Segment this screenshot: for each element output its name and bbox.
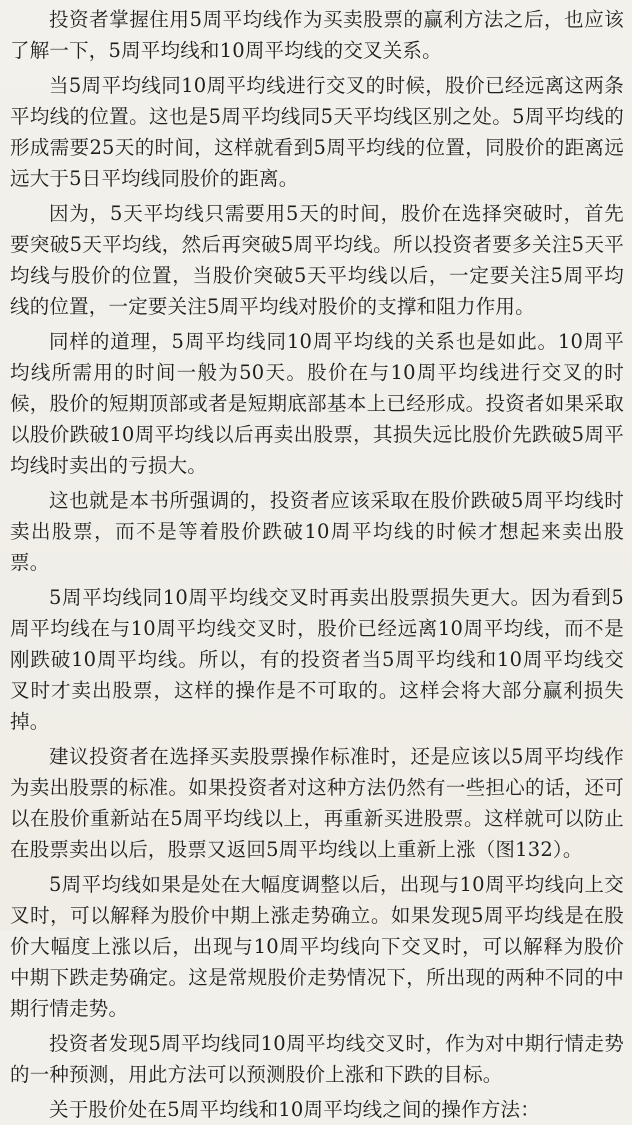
paragraph-10: 关于股价处在5周平均线和10周平均线之间的操作方法：: [49, 1098, 540, 1121]
paragraph-8: 5周平均线如果是处在大幅度调整以后，出现与10周平均线向上交叉时，可以解释为股价中期上涨走势确立。如果发现5周平均线是在股价大幅度上涨以后，出现与10周平均线向下交叉时，可以解释为股价中期下跌走势确定。这是常规股价走势情况下，所出现的两种不同的中期行情走势。: [10, 873, 624, 1020]
paragraph-4: 同样的道理，5周平均线同10周平均线的关系也是如此。10周平均线所需用的时间一般为50天。股价在与10周平均线进行交叉的时候，股价的短期顶部或者是短期底部基本上已经形成。投资者如果采取以股价跌破10周平均线以后再卖出股票，其损失远比股价先跌破5周平均线时卖出的亏损大。: [10, 330, 624, 477]
paragraph-5: 这也就是本书所强调的，投资者应该采取在股价跌破5周平均线时卖出股票，而不是等着股价跌破10周平均线的时候才想起来卖出股票。: [10, 489, 624, 574]
paragraph-9: 投资者发现5周平均线同10周平均线交叉时，作为对中期行情走势的一种预测，用此方法可以预测股价上涨和下跌的目标。: [10, 1032, 624, 1086]
paragraph-2: 当5周平均线同10周平均线进行交叉的时候，股价已经远离这两条平均线的位置。这也是5周平均线同5天平均线区别之处。5周平均线的形成需要25天的时间，这样就看到5周平均线的位置，同股价的距离远远大于5日平均线同股价的距离。: [10, 74, 624, 190]
paragraph-1: 投资者掌握住用5周平均线作为买卖股票的赢利方法之后，也应该了解一下，5周平均线和10周平均线的交叉关系。: [10, 8, 624, 62]
paragraph-3: 因为，5天平均线只需要用5天的时间，股价在选择突破时，首先要突破5天平均线，然后再突破5周平均线。所以投资者要多关注5天平均线与股价的位置，当股价突破5天平均线以后，一定要关注5周平均线的位置，一定要关注5周平均线对股价的支撑和阻力作用。: [10, 202, 624, 318]
paragraph-7: 建议投资者在选择买卖股票操作标准时，还是应该以5周平均线作为卖出股票的标准。如果投资者对这种方法仍然有一些担心的话，还可以在股价重新站在5周平均线以上，再重新买进股票。这样就可以防止在股票卖出以后，股票又返回5周平均线以上重新上涨（图132）。: [10, 745, 624, 861]
paragraph-6: 5周平均线同10周平均线交叉时再卖出股票损失更大。因为看到5周平均线在与10周平均线交叉时，股价已经远离10周平均线，而不是刚跌破10周平均线。所以，有的投资者当5周平均线和10周平均线交叉时才卖出股票，这样的操作是不可取的。这样会将大部分赢利损失掉。: [10, 586, 624, 733]
